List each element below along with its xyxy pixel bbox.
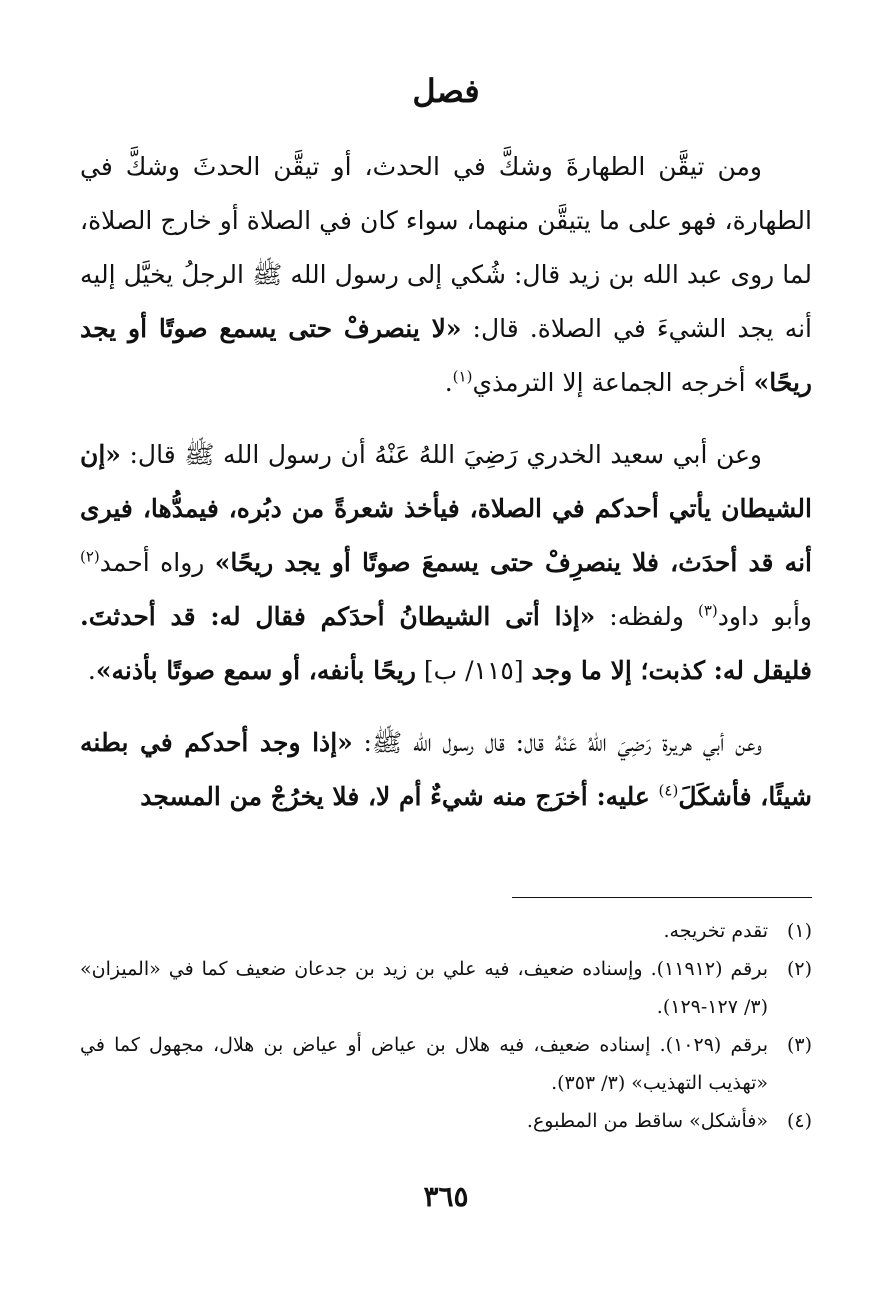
footnote-number: (٣) [786,1034,812,1056]
text-segment: رواه أحمد [99,548,215,577]
text-segment: أخرجه الجماعة إلا الترمذي [472,368,754,397]
text-segment: ومن تيقَّن الطهارةَ وشكَّ في الحدث، أو تيقَّن الحدثَ وشكَّ في الطهارة، فهو على ما يتيقَّن منهما، سواء كان في الصلاة أو خارج الصلاة، لما روى عبد الله بن زيد قال: شُكي إلى رسول الله ﷺ الرجلُ يخيَّل إليه أنه يجد الشيءَ في الصلاة. قال: [80,152,812,343]
text-segment: وعن أبي سعيد الخدري رَضِيَ اللهُ عَنْهُ أن رسول الله ﷺ قال: [120,440,762,469]
hadith-quote: «إن الشيطان يأتي أحدكم في الصلاة، فيأخذ شعرةً من دبُره، فيمدُّها، فيرى أنه قد أحدَث، فلا ينصرِفْ حتى يسمعَ صوتًا أو يجد ريحًا» [80,440,812,577]
text-segment: . [444,368,453,397]
section-title: فصل [412,72,480,110]
footnote [80,912,812,950]
footnote [80,1026,812,1102]
footnote [80,950,812,1026]
footnote-number: (١) [786,920,812,942]
text-segment: ولفظه: [595,602,698,631]
hadith-quote: «إذا أتى الشيطانُ أحدَكم فقال له: قد أحدثتَ. فليقل له: كذبت؛ إلا ما وجد [80,602,812,685]
text-segment: وأبو داود [717,602,812,631]
hadith-quote: «لا ينصرفْ حتى يسمع صوتًا أو يجد ريحًا» [80,314,812,397]
footnote-text: برقم (١٠٢٩). إسناده ضعيف، فيه هلال بن عياض أو عياض بن هلال، مجهول كما في «تهذيب التهذيب» (٣/ ٣٥٣). [80,1034,768,1094]
footnote [80,1102,812,1140]
footnote-number: (٤) [786,1110,812,1132]
paragraph [80,428,812,698]
footnote-text: «فأشكل» ساقط من المطبوع. [526,1110,768,1132]
hadith-quote: عليه: أخرَج منه شيءٌ أم لا، فلا يخرُجْ من المسجد [140,782,659,811]
page-number: ٣٦٥ [423,1180,469,1213]
footnote-divider [512,897,812,898]
footnote-marker: (٢) [80,547,100,566]
footnote-text: تقدم تخريجه. [663,920,768,942]
paragraph [80,140,812,410]
main-text [80,140,812,842]
text-segment: وعن أبي هريرة رَضِيَ اللهُ عَنْهُ قال: قال رسول الله ﷺ: [352,728,762,757]
footnote-marker: (١) [452,367,473,386]
footnote-marker: (٤) [658,781,679,800]
footnotes [80,912,812,1140]
text-segment: [١١٥/ ب] [415,656,532,685]
hadith-quote: «إذا وجد أحدكم في بطنه شيئًا، فأشكَلَ [80,728,812,811]
footnote-text: برقم (١١٩١٢). وإسناده ضعيف، فيه علي بن زيد بن جدعان ضعيف كما في «الميزان» (٣/ ١٢٧-١٢٩). [80,958,768,1018]
paragraph [80,716,812,824]
hadith-quote: ريحًا بأنفه، أو سمع صوتًا بأذنه» [95,656,416,685]
text-segment: . [87,656,96,685]
footnote-number: (٢) [786,958,812,980]
footnote-marker: (٣) [698,601,718,620]
